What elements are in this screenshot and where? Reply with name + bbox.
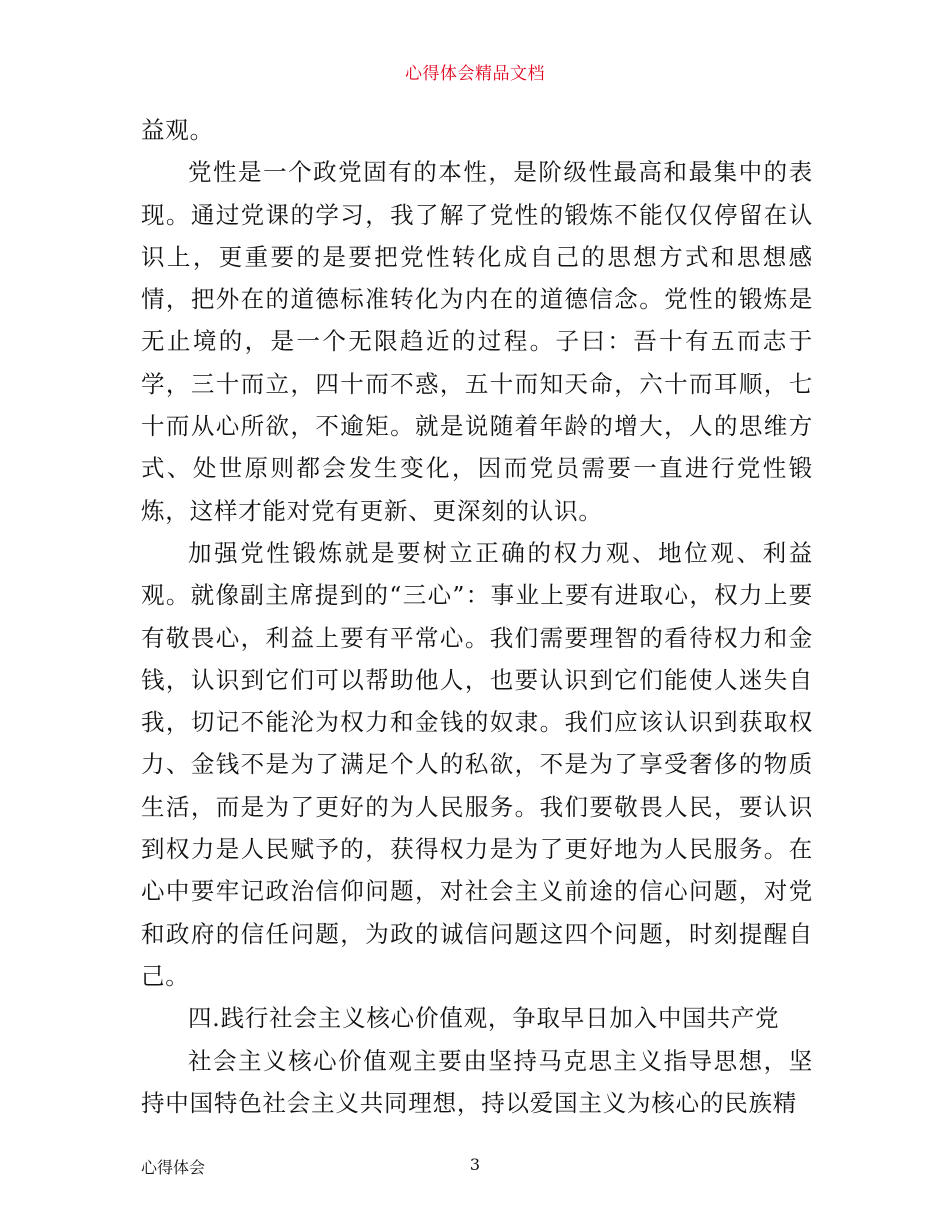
footer-label: 心得体会 <box>141 1158 206 1177</box>
paragraph-power-view: 加强党性锻炼就是要树立正确的权力观、地位观、利益观。就像副主席提到的“三心”：事业上要有进取心，权力上要有敬畏心，利益上要有平常心。我们需要理智的看待权力和金钱，认识到它们可以帮助他人，也要认识到它们能使人迷失自我，切记不能沦为权力和金钱的奴隶。我们应该认识到获取权力、金钱不是为了满足个人的私欲，不是为了享受奢侈的物质生活，而是为了更好的为人民服务。我们要敬畏人民，要认识到权力是人民赋予的，获得权力是为了更好地为人民服务。在心中要牢记政治信仰问题，对社会主义前途的信心问题，对党和政府的信任问题，为政的诚信问题这四个问题，时刻提醒自己。 <box>141 538 813 990</box>
document-body <box>141 109 813 1124</box>
paragraph-continuation: 益观。 <box>141 116 214 144</box>
section-heading-four: 四.践行社会主义核心价值观，争取早日加入中国共产党 <box>188 1004 780 1033</box>
page-number: 3 <box>469 1155 481 1174</box>
paragraph-core-values: 社会主义核心价值观主要由坚持马克思主义指导思想，坚持中国特色社会主义共同理想，持以爱国主义为核心的民族精 <box>141 1046 813 1117</box>
document-header-title: 心得体会精品文档 <box>405 64 545 84</box>
paragraph-party-spirit: 党性是一个政党固有的本性，是阶级性最高和最集中的表现。通过党课的学习，我了解了党性的锻炼不能仅仅停留在认识上，更重要的是要把党性转化成自己的思想方式和思想感情，把外在的道德标准转化为内在的道德信念。党性的锻炼是无止境的，是一个无限趋近的过程。子曰：吾十有五而志于学，三十而立，四十而不惑，五十而知天命，六十而耳顺，七十而从心所欲，不逾矩。就是说随着年龄的增大，人的思维方式、处世原则都会发生变化，因而党员需要一直进行党性锻炼，这样才能对党有更新、更深刻的认识。 <box>141 158 813 525</box>
